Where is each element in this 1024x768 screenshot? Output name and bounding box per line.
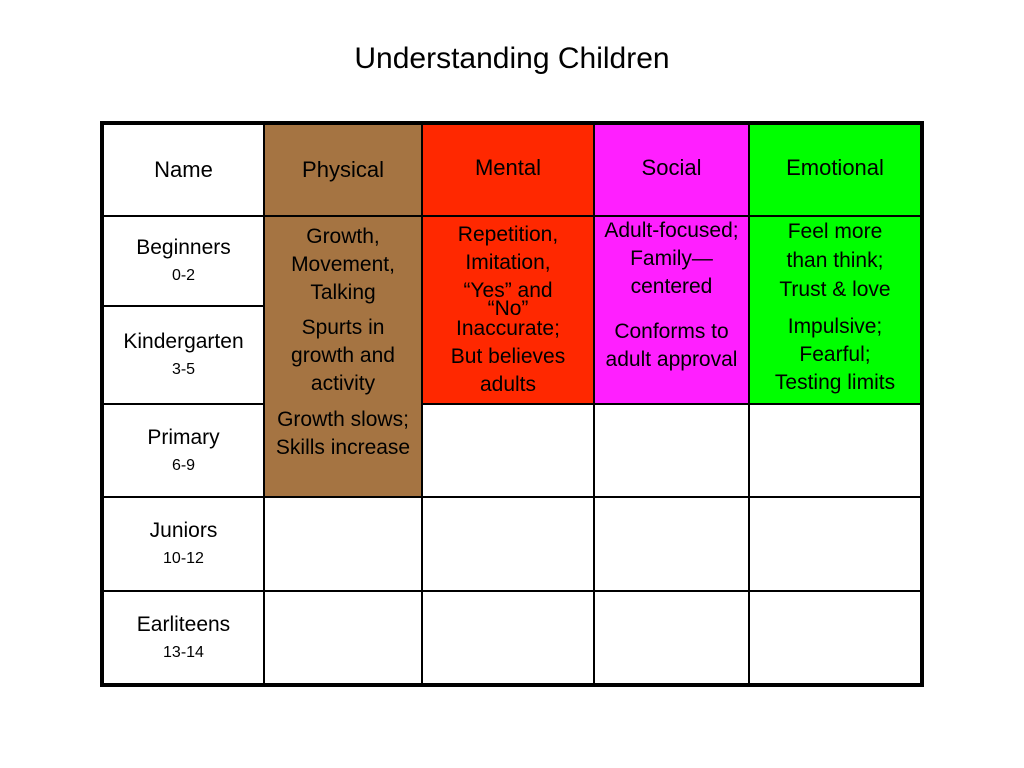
empty-cell bbox=[423, 498, 593, 590]
header-social bbox=[595, 125, 748, 215]
text-line: Trust & love bbox=[779, 278, 891, 301]
text-line: “No” bbox=[487, 297, 529, 320]
name-cell-juniors bbox=[104, 498, 263, 590]
empty-cell bbox=[595, 592, 748, 683]
name-cell-primary bbox=[104, 405, 263, 496]
empty-cell bbox=[595, 405, 748, 496]
mental-beginners bbox=[423, 221, 593, 323]
text-line: Repetition, bbox=[457, 223, 559, 246]
text-line: Testing limits bbox=[774, 371, 896, 394]
empty-cell bbox=[265, 592, 421, 683]
name-cell-earliteens bbox=[104, 592, 263, 683]
text-line: Growth, bbox=[306, 225, 380, 248]
empty-cell bbox=[750, 498, 920, 590]
empty-cell bbox=[265, 498, 421, 590]
text-line: Growth slows; bbox=[277, 408, 409, 431]
page-title: Understanding Children bbox=[354, 42, 670, 75]
text-line: growth and bbox=[291, 344, 395, 367]
social-kindergarten bbox=[595, 318, 748, 374]
empty-cell bbox=[423, 592, 593, 683]
mental-kindergarten bbox=[423, 315, 593, 399]
age-group-name: Primary bbox=[147, 425, 220, 449]
physical-beginners bbox=[265, 223, 421, 307]
empty-cell bbox=[750, 405, 920, 496]
header-social-label: Social bbox=[641, 155, 702, 180]
text-line: than think; bbox=[786, 249, 884, 272]
emotional-block bbox=[750, 217, 920, 403]
text-line: Inaccurate; bbox=[456, 317, 560, 340]
age-group-name: Kindergarten bbox=[123, 330, 244, 353]
name-cell-kindergarten bbox=[104, 307, 263, 403]
age-group-name: Juniors bbox=[149, 519, 218, 542]
age-group-name: Beginners bbox=[136, 236, 231, 259]
age-range: 13-14 bbox=[163, 643, 204, 661]
text-line: Family— bbox=[630, 247, 713, 270]
header-mental bbox=[423, 125, 593, 215]
text-line: Spurts in bbox=[301, 316, 385, 339]
empty-cell bbox=[595, 498, 748, 590]
name-cell-beginners bbox=[104, 217, 263, 305]
text-line: Talking bbox=[310, 281, 376, 304]
header-name-label: Name bbox=[154, 157, 213, 182]
social-beginners bbox=[595, 217, 748, 301]
header-emotional bbox=[750, 125, 920, 215]
header-mental-label: Mental bbox=[474, 155, 542, 180]
header-physical bbox=[265, 125, 421, 215]
text-line: centered bbox=[630, 275, 713, 298]
text-line: Impulsive; bbox=[787, 315, 883, 338]
age-range: 0-2 bbox=[171, 267, 196, 284]
physical-block bbox=[265, 217, 421, 496]
development-table bbox=[100, 121, 924, 687]
physical-kindergarten bbox=[265, 314, 421, 398]
text-line: Conforms to bbox=[614, 320, 729, 343]
header-name bbox=[104, 125, 263, 215]
text-line: Movement, bbox=[291, 253, 395, 276]
empty-cell bbox=[423, 405, 593, 496]
physical-primary bbox=[265, 406, 421, 462]
age-range: 3-5 bbox=[171, 361, 196, 378]
text-line: adults bbox=[479, 373, 537, 396]
header-physical-label: Physical bbox=[302, 157, 384, 182]
social-block bbox=[595, 217, 748, 403]
text-line: adult approval bbox=[605, 348, 738, 371]
text-line: Fearful; bbox=[799, 343, 871, 366]
age-range: 6-9 bbox=[171, 456, 196, 474]
text-line: “Yes” and bbox=[463, 279, 553, 302]
age-range: 10-12 bbox=[163, 550, 204, 567]
text-line: activity bbox=[310, 372, 376, 395]
emotional-beginners bbox=[750, 217, 920, 304]
age-group-name: Earliteens bbox=[136, 612, 231, 636]
header-emotional-label: Emotional bbox=[786, 155, 884, 180]
mental-block bbox=[423, 217, 593, 403]
text-line: Feel more bbox=[787, 220, 883, 243]
text-line: Adult-focused; bbox=[604, 219, 739, 242]
text-line: Imitation, bbox=[465, 251, 551, 274]
emotional-kindergarten bbox=[750, 313, 920, 397]
text-line: Skills increase bbox=[275, 436, 411, 459]
empty-cell bbox=[750, 592, 920, 683]
text-line: But believes bbox=[450, 345, 566, 368]
